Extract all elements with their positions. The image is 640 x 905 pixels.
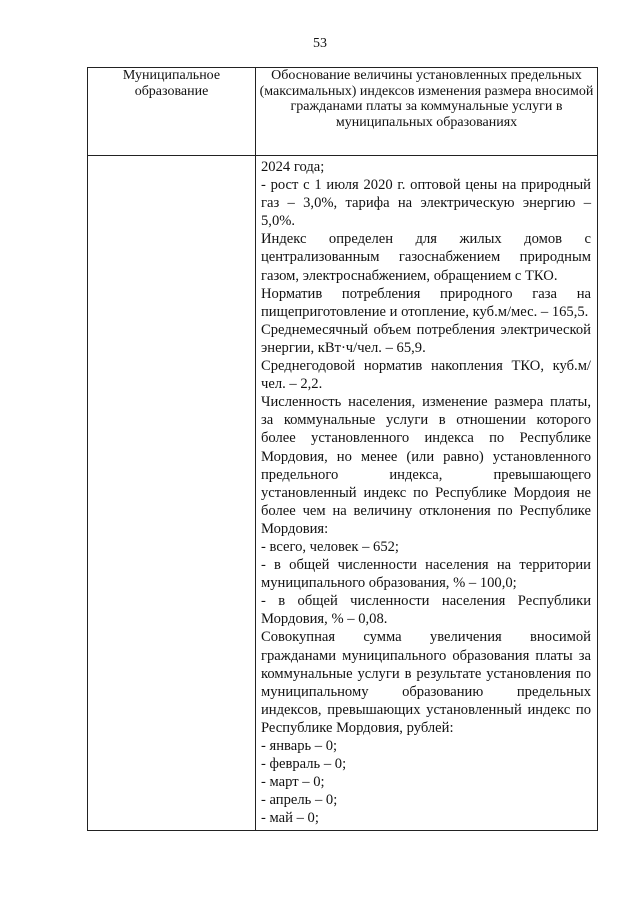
paragraph: Численность населения, изменение размера платы, за коммунальные услуги в отношении которого более установленного индекса по Республике Мордовия, но менее (или равно) установленного предельного индекса, превышающего установленный индекс по Республике Мордоия не более чем на величину отклонения по Республике Мордовия: xyxy=(261,394,591,537)
municipality-cell xyxy=(88,156,256,831)
paragraph: Совокупная сумма увеличения вносимой гражданами муниципального образования платы за коммунальные услуги в результате установления по муниципальному образованию предельных индексов, превышающих установленный индекс по Республике Мордовия, рублей: xyxy=(261,629,591,736)
paragraph: Среднегодовой норматив накопления ТКО, куб.м/чел. – 2,2. xyxy=(261,358,591,393)
list-item: - май – 0; xyxy=(261,810,319,827)
paragraph: - рост с 1 июля 2020 г. оптовой цены на природный газ – 3,0%, тарифа на электрическую энергию – 5,0%. xyxy=(261,177,591,230)
justification-table xyxy=(87,67,598,831)
table-header-row xyxy=(88,68,598,156)
paragraph: Среднемесячный объем потребления электрической энергии, кВт·ч/чел. – 65,9. xyxy=(261,321,591,356)
header-municipality: Муниципальное образование xyxy=(88,68,256,156)
list-item: - в общей численности населения на территории муниципального образования, % – 100,0; xyxy=(261,557,591,592)
list-item: - январь – 0; xyxy=(261,738,338,754)
list-item: - март – 0; xyxy=(261,774,325,791)
justification-cell xyxy=(256,156,598,831)
header-justification: Обоснование величины установленных предельных (максимальных) индексов изменения размера вносимой гражданами платы за коммунальные услуги в муниципальных образованиях xyxy=(256,68,598,156)
list-item: - апрель – 0; xyxy=(261,792,338,809)
justification-text xyxy=(256,156,597,827)
paragraph: Норматив потребления природного газа на пищеприготовление и отопление, куб.м/мес. – 165,5. xyxy=(261,285,591,320)
page-number: 53 xyxy=(313,36,327,51)
list-item: - всего, человек – 652; xyxy=(261,538,399,555)
table-row xyxy=(88,156,598,831)
list-item: - в общей численности населения Республики Мордовия, % – 0,08. xyxy=(261,593,591,628)
paragraph: Индекс определен для жилых домов с централизованным газоснабжением природным газом, электроснабжением, обращением с ТКО. xyxy=(261,231,591,284)
list-item: - февраль – 0; xyxy=(261,756,347,773)
paragraph: 2024 года; xyxy=(261,159,325,175)
